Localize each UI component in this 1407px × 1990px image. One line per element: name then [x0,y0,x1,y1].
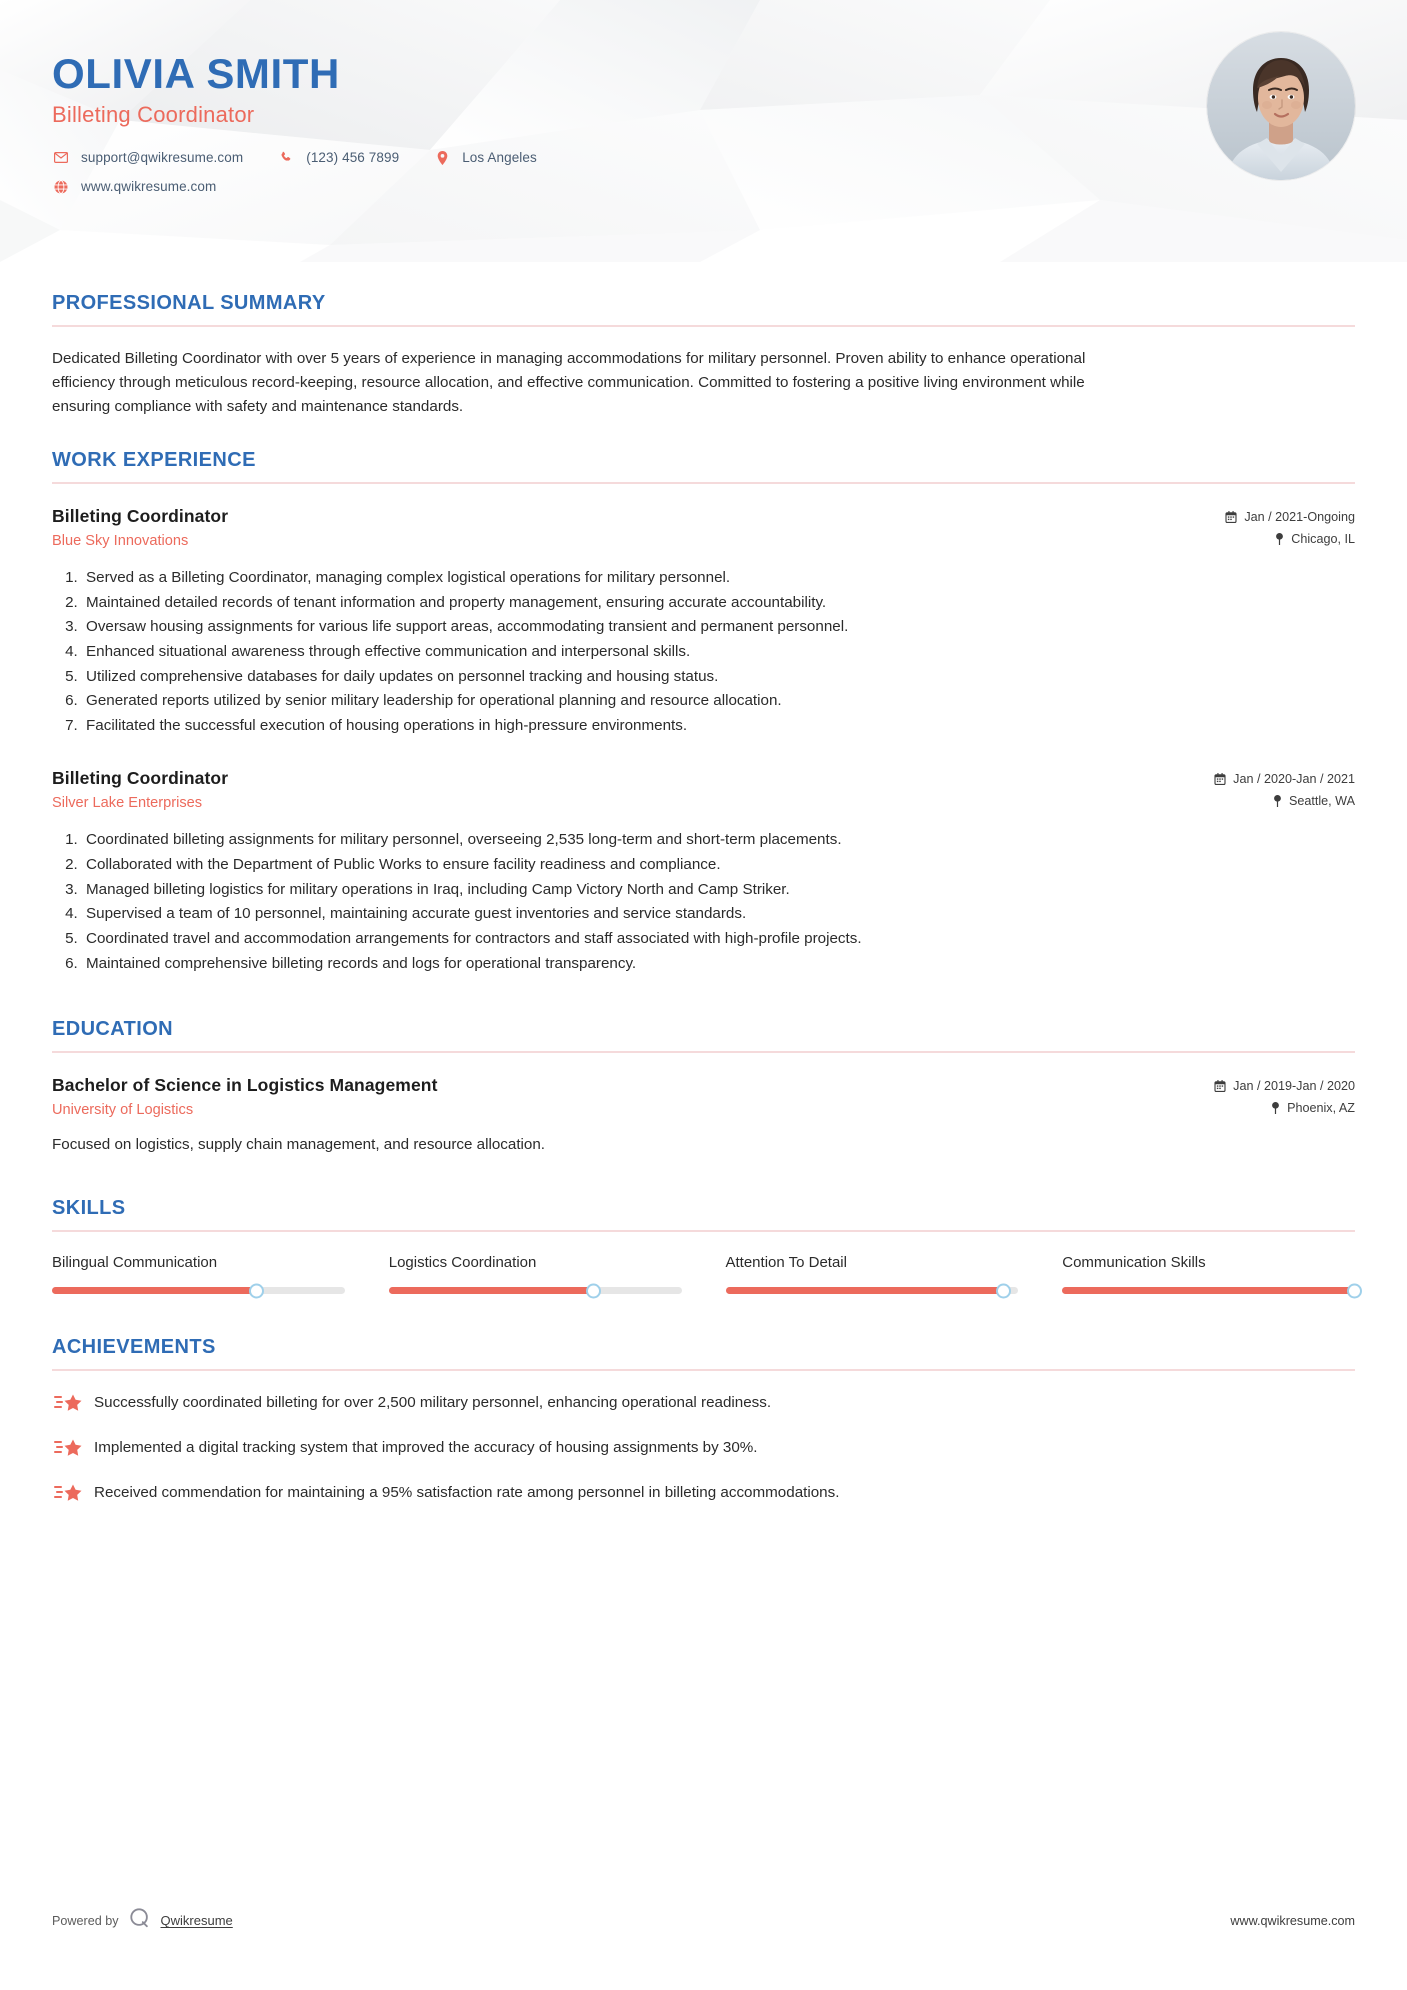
work-bullet: 6. Generated reports utilized by senior military leadership for operational planning and resource allocation. [82,689,1355,714]
avatar-photo [1207,32,1355,180]
education-dates-row [1214,1079,1355,1093]
avatar [1207,32,1355,180]
work-bullet: 3. Managed billeting logistics for military operations in Iraq, including Camp Victory North and Camp Striker. [82,878,1355,903]
shooting-star-icon [52,1436,86,1458]
contact-phone-text: (123) 456 7899 [306,150,400,166]
map-pin-icon [1273,795,1282,807]
education-degree: Bachelor of Science in Logistics Management [52,1075,438,1096]
skill-knob[interactable] [1347,1283,1362,1298]
section-title-work: WORK EXPERIENCE [52,449,256,472]
work-entry-meta [1214,768,1355,816]
work-bullet: 5. Utilized comprehensive databases for daily updates on personnel tracking and housing status. [82,665,1355,690]
work-entry [52,506,1355,738]
summary-text: Dedicated Billeting Coordinator with over 5 years of experience in managing accommodations for military personnel. Proven ability to enhance operational efficiency through meticulous record-keeping, resource allocation, and effective communication. Committed to fostering a positive living environment while ensuring compliance with safety and maintenance standards. [52,350,1086,416]
skill-label: Bilingual Communication [52,1254,218,1272]
work-dates-text: Jan / 2020-Jan / 2021 [1233,772,1355,787]
contact-website-text: www.qwikresume.com [81,179,217,195]
map-pin-icon [1271,1102,1280,1114]
shooting-star-icon [52,1481,86,1503]
achievement-item [52,1436,1355,1460]
work-bullet: 2. Maintained detailed records of tenant information and property management, ensuring accurate accountability. [82,591,1355,616]
section-divider [52,482,1355,484]
skill-label: Logistics Coordination [388,1254,537,1272]
work-job-title: Billeting Coordinator [52,506,229,527]
section-education [52,1018,1355,1157]
education-entry-header [52,1075,1355,1123]
section-skills [52,1197,1355,1294]
education-school: University of Logistics [52,1102,194,1119]
work-entry-header [52,768,1355,816]
location-icon [433,151,451,165]
skill-slider[interactable] [389,1287,682,1294]
work-location-text: Seattle, WA [1288,794,1355,809]
work-dates-text: Jan / 2021-Ongoing [1244,510,1355,525]
work-entry-meta [1225,506,1355,554]
section-professional-summary [52,292,1355,419]
education-location-text: Phoenix, AZ [1287,1101,1355,1116]
skills-grid [52,1254,1355,1294]
work-location-row [1225,532,1355,546]
achievement-text: Received commendation for maintaining a 95% satisfaction rate among personnel in billeting accommodations. [94,1484,840,1502]
achievement-item [52,1391,1355,1415]
work-bullet: 4. Supervised a team of 10 personnel, maintaining accurate guest inventories and service standards. [82,902,1355,927]
education-entry [52,1075,1355,1157]
resume-body [0,292,1407,1505]
contact-location-text: Los Angeles [462,150,537,166]
globe-icon [52,180,70,194]
shooting-star-icon [52,1391,86,1413]
education-location-row [1214,1101,1355,1115]
section-work-experience [52,449,1355,976]
qwikresume-brand-link[interactable]: Qwikresume [160,1913,233,1928]
work-bullet-list [52,566,1355,738]
footer-website[interactable]: www.qwikresume.com [1230,1913,1355,1928]
footer-branding [52,1907,233,1934]
work-entry-left [52,768,1214,811]
work-bullet: 6. Maintained comprehensive billeting records and logs for operational transparency. [82,952,1355,977]
work-entry-header [52,506,1355,554]
work-location-text: Chicago, IL [1291,532,1355,547]
education-entry-meta [1214,1075,1355,1123]
work-company-name: Silver Lake Enterprises [52,795,203,812]
work-bullet-list [52,828,1355,976]
work-bullet: 1. Coordinated billeting assignments for military personnel, overseeing 2,535 long-term and short-term placements. [82,828,1355,853]
work-dates-row [1214,772,1355,786]
work-bullet: 5. Coordinated travel and accommodation arrangements for contractors and staff associated with high-profile projects. [82,927,1355,952]
skill-item [52,1254,345,1294]
page-footer [52,1907,1355,1934]
skill-item [389,1254,682,1294]
contact-line-2 [52,179,1355,194]
email-icon [52,152,70,163]
work-entry [52,768,1355,976]
education-dates-text: Jan / 2019-Jan / 2020 [1233,1079,1355,1094]
phone-icon [277,151,295,164]
skill-slider[interactable] [52,1287,345,1294]
skill-slider[interactable] [1062,1287,1355,1294]
section-divider [52,1369,1355,1371]
skill-slider[interactable] [726,1287,1019,1294]
skill-item [1062,1254,1355,1294]
contact-info [52,150,1355,194]
skill-fill [726,1287,1004,1294]
page-title: OLIVIA SMITH [52,50,340,97]
skill-fill [52,1287,257,1294]
resume-header [0,0,1407,262]
work-entry-left [52,506,1225,549]
achievement-item [52,1481,1355,1505]
education-entry-left [52,1075,1214,1118]
qwikresume-logo-icon [129,1907,151,1934]
contact-email[interactable] [52,150,243,165]
calendar-icon [1214,1080,1226,1092]
map-pin-icon [1275,533,1284,545]
section-title-summary: PROFESSIONAL SUMMARY [52,292,326,314]
contact-email-text: support@qwikresume.com [81,150,244,166]
work-dates-row [1225,510,1355,524]
achievement-text: Successfully coordinated billeting for over 2,500 military personnel, enhancing operational readiness. [94,1394,772,1412]
skill-item [726,1254,1019,1294]
work-job-title: Billeting Coordinator [52,768,229,789]
powered-by-label: Powered by [52,1913,119,1928]
section-title-education: EDUCATION [52,1018,174,1041]
section-title-skills: SKILLS [52,1197,126,1220]
calendar-icon [1214,773,1226,785]
job-role-subtitle: Billeting Coordinator [52,102,255,128]
work-bullet: 2. Collaborated with the Department of Public Works to ensure facility readiness and compliance. [82,853,1355,878]
work-company-name: Blue Sky Innovations [52,533,189,550]
contact-location [433,150,537,165]
work-bullet: 3. Oversaw housing assignments for various life support areas, accommodating transient and permanent personnel. [82,615,1355,640]
work-bullet: 7. Facilitated the successful execution of housing operations in high-pressure environments. [82,714,1355,739]
section-divider [52,325,1355,327]
education-description: Focused on logistics, supply chain management, and resource allocation. [52,1136,546,1154]
skill-label: Communication Skills [1062,1254,1206,1272]
work-bullet: 4. Enhanced situational awareness through effective communication and interpersonal skills. [82,640,1355,665]
skill-fill [1062,1287,1355,1294]
contact-line-1 [52,150,1355,165]
skill-knob[interactable] [996,1283,1011,1298]
skill-fill [389,1287,594,1294]
skill-knob[interactable] [586,1283,601,1298]
contact-website[interactable] [52,179,216,194]
skill-knob[interactable] [249,1283,264,1298]
work-bullet: 1. Served as a Billeting Coordinator, managing complex logistical operations for military personnel. [82,566,1355,591]
calendar-icon [1225,511,1237,523]
section-divider [52,1230,1355,1232]
section-divider [52,1051,1355,1053]
section-achievements [52,1336,1355,1504]
skill-label: Attention To Detail [725,1254,847,1272]
work-location-row [1214,794,1355,808]
section-title-achievements: ACHIEVEMENTS [52,1336,216,1359]
achievement-text: Implemented a digital tracking system that improved the accuracy of housing assignments by 30%. [94,1439,758,1457]
contact-phone[interactable] [277,150,399,165]
achievements-list [52,1391,1355,1504]
